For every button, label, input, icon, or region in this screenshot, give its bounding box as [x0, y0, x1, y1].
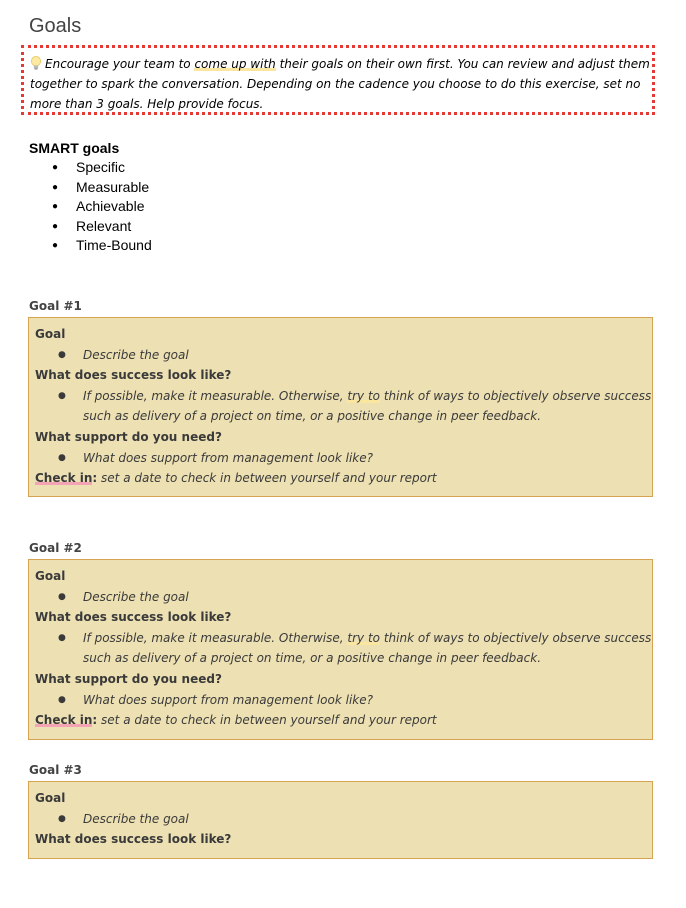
success-bullet-continued: such as delivery of a project on time, or a positive change in peer feedback.	[83, 651, 542, 666]
goal-1-box	[28, 317, 653, 497]
tip-highlight: come up with	[194, 57, 276, 71]
support-bullet: ● What does support from management look like?	[35, 448, 652, 469]
tip-line-2: together to spark the conversation. Depending on the cadence you choose to do this exercise, set no	[30, 77, 641, 91]
goal-bullet: ● Describe the goal	[35, 809, 652, 830]
success-bullet	[35, 628, 652, 649]
goal-3-box	[28, 781, 653, 859]
goal-1-label: Goal #1	[29, 299, 82, 313]
success-text-b: think of ways to objectively observe success	[380, 630, 652, 645]
success-bullet-continued: such as delivery of a project on time, or a positive change in peer feedback.	[83, 409, 542, 424]
list-item: ● Specific	[52, 158, 152, 178]
goal-bullet: ● Describe the goal	[35, 345, 652, 366]
goal-heading: Goal	[35, 569, 66, 583]
goal-heading: Goal	[35, 791, 66, 805]
goal-3-label: Goal #3	[29, 763, 82, 777]
success-bullet	[35, 386, 652, 407]
success-text-a: If possible, make it measurable. Otherwise,	[83, 630, 348, 645]
goal-2-label: Goal #2	[29, 541, 82, 555]
list-item: ● Relevant	[52, 217, 152, 237]
success-heading: What does success look like?	[35, 368, 232, 383]
tip-line-1	[30, 54, 652, 74]
checkin-row	[35, 710, 652, 731]
goal-bullet: ● Describe the goal	[35, 587, 652, 608]
tip-callout	[21, 45, 655, 115]
tip-line-3: more than 3 goals. Help provide focus.	[30, 97, 264, 111]
checkin-row	[35, 468, 652, 489]
checkin-label: Check in	[35, 471, 93, 486]
success-heading: What does success look like?	[35, 832, 232, 847]
checkin-colon: :	[92, 471, 98, 486]
smart-list	[52, 158, 152, 256]
success-heading: What does success look like?	[35, 610, 232, 625]
success-highlight: try to	[347, 388, 381, 403]
list-item: ● Measurable	[52, 178, 152, 198]
goal-2-box	[28, 559, 653, 740]
smart-heading: SMART goals	[29, 140, 120, 156]
tip-text-1b: their goals on their own first. You can review and adjust them	[275, 57, 650, 71]
list-item: ● Achievable	[52, 197, 152, 217]
support-heading: What support do you need?	[35, 429, 222, 444]
checkin-colon: :	[92, 713, 98, 728]
goal-heading: Goal	[35, 327, 66, 341]
lightbulb-icon	[30, 56, 42, 70]
success-text-b: think of ways to objectively observe success	[380, 388, 652, 403]
support-heading: What support do you need?	[35, 671, 222, 686]
list-item: ● Time-Bound	[52, 236, 152, 256]
checkin-text: set a date to check in between yourself and your report	[97, 471, 437, 486]
checkin-text: set a date to check in between yourself and your report	[97, 713, 437, 728]
checkin-label: Check in	[35, 713, 93, 728]
tip-text-1a: Encourage your team to	[45, 57, 195, 71]
success-text-a: If possible, make it measurable. Otherwise,	[83, 388, 348, 403]
success-highlight: try to	[347, 630, 381, 645]
support-bullet: ● What does support from management look like?	[35, 690, 652, 711]
page-title: Goals	[29, 15, 82, 37]
